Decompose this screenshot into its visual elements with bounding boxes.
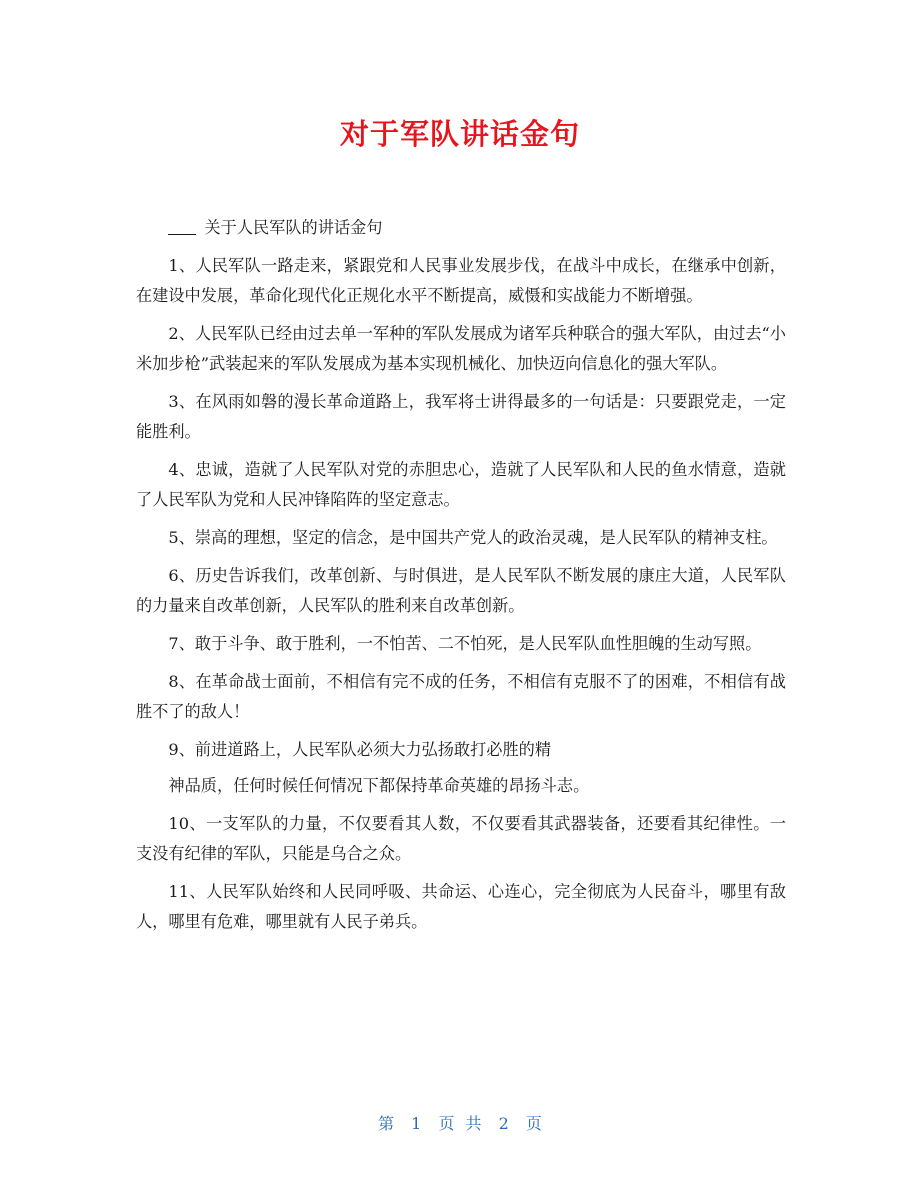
paragraph-7: 7、敢于斗争、敢于胜利，一不怕苦、二不怕死，是人民军队血性胆魄的生动写照。	[168, 634, 762, 653]
paragraph-1: 1、人民军队一路走来，紧跟党和人民事业发展步伐，在战斗中成长，在继承中创新，在建设中发展，革命化现代化正规化水平不断提高，威慑和实战能力不断增强。	[136, 256, 786, 305]
footer-suffix: 页	[525, 1114, 542, 1133]
paragraph-2: 2、人民军队已经由过去单一军种的军队发展成为诸军兵种联合的强大军队，由过去“小米加步枪”武装起来的军队发展成为基本实现机械化、加快迈向信息化的强大军队。	[136, 324, 786, 373]
page-title: 对于军队讲话金句	[339, 117, 580, 151]
paragraph-9-continued: 神品质，任何时候任何情况下都保持革命英雄的昂扬斗志。	[168, 776, 590, 795]
footer-middle: 页 共	[438, 1114, 482, 1133]
page-footer	[0, 1112, 920, 1136]
paragraph-10: 10、一支军队的力量，不仅要看其人数，不仅要看其武器装备，还要看其纪律性。一支没有纪律的军队，只能是乌合之众。	[136, 814, 786, 863]
paragraph-9: 9、前进道路上，人民军队必须大力弘扬敢打必胜的精	[168, 740, 552, 759]
fill-in-blank	[168, 216, 196, 235]
paragraph-8: 8、在革命战士面前，不相信有完不成的任务，不相信有克服不了的困难，不相信有战胜不了的敌人！	[136, 672, 786, 721]
document-body	[136, 213, 786, 945]
paragraph-6: 6、历史告诉我们，改革创新、与时俱进，是人民军队不断发展的康庄大道，人民军队的力量来自改革创新，人民军队的胜利来自改革创新。	[136, 566, 786, 615]
paragraph-4: 4、忠诚，造就了人民军队对党的赤胆忠心，造就了人民军队和人民的鱼水情意，造就了人民军队为党和人民冲锋陷阵的坚定意志。	[136, 460, 786, 509]
subheading-line	[136, 213, 786, 243]
footer-prefix: 第	[378, 1114, 395, 1133]
footer-total-pages: 2	[498, 1114, 509, 1133]
subheading: 关于人民军队的讲话金句	[204, 218, 383, 237]
paragraph-5: 5、崇高的理想，坚定的信念，是中国共产党人的政治灵魂，是人民军队的精神支柱。	[168, 528, 778, 547]
paragraph-11: 11、人民军队始终和人民同呼吸、共命运、心连心，完全彻底为人民奋斗，哪里有敌人，哪里有危难，哪里就有人民子弟兵。	[136, 882, 786, 931]
footer-page-number: 1	[411, 1114, 422, 1133]
paragraph-3: 3、在风雨如磐的漫长革命道路上，我军将士讲得最多的一句话是：只要跟党走，一定能胜利。	[136, 392, 786, 441]
